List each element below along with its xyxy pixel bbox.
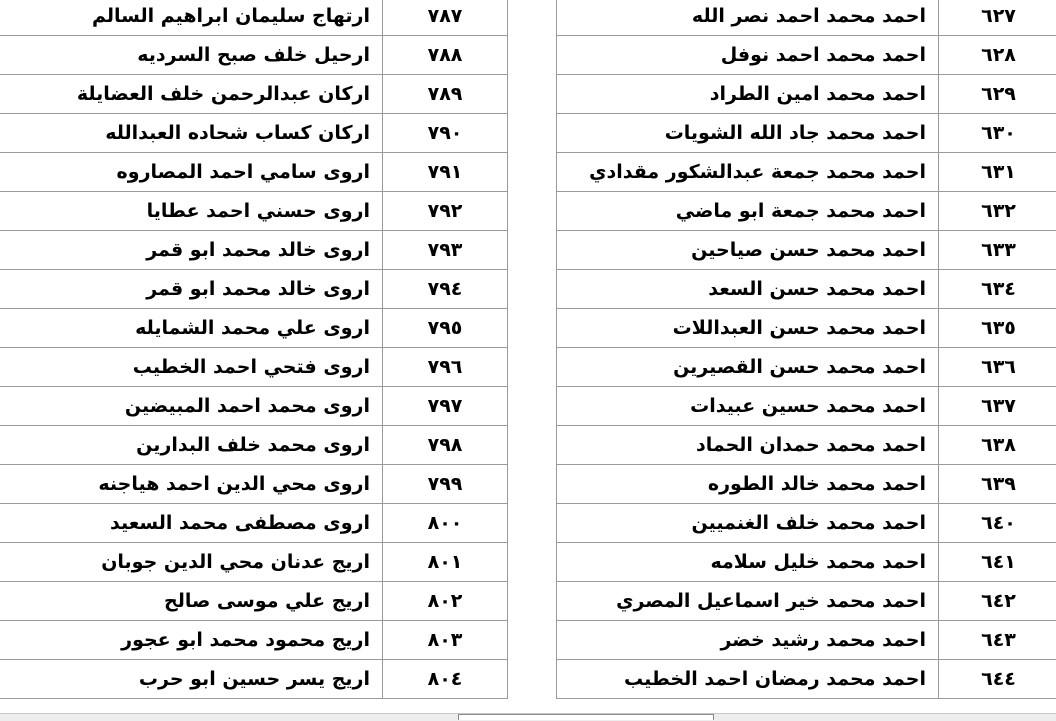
row-number-cell: ٦٤٤	[939, 660, 1056, 699]
table-row	[557, 387, 1056, 426]
row-number-cell: ٨٠٠	[383, 504, 508, 543]
student-name-cell: اروى خالد محمد ابو قمر	[0, 270, 383, 309]
row-number-cell: ٦٣٥	[939, 309, 1056, 348]
row-number-cell: ٦٤١	[939, 543, 1056, 582]
row-number-cell: ٧٨٧	[383, 0, 508, 36]
names-table-right	[556, 0, 1056, 699]
table-row	[0, 114, 508, 153]
student-name-cell: احمد محمد احمد نوفل	[557, 36, 939, 75]
table-row	[557, 504, 1056, 543]
row-number-cell: ٧٩٧	[383, 387, 508, 426]
table-row	[557, 660, 1056, 699]
table-row	[557, 75, 1056, 114]
row-number-cell: ٦٣٣	[939, 231, 1056, 270]
table-row	[557, 543, 1056, 582]
table-row	[0, 660, 508, 699]
row-number-cell: ٦٤٣	[939, 621, 1056, 660]
student-name-cell: احمد محمد حسن السعد	[557, 270, 939, 309]
row-number-cell: ٧٩٨	[383, 426, 508, 465]
row-number-cell: ٦٢٧	[939, 0, 1056, 36]
row-number-cell: ٨٠١	[383, 543, 508, 582]
table-row	[0, 0, 508, 36]
row-number-cell: ٦٢٨	[939, 36, 1056, 75]
student-name-cell: احمد محمد جمعة ابو ماضي	[557, 192, 939, 231]
student-name-cell: اروى مصطفى محمد السعيد	[0, 504, 383, 543]
table-row	[557, 465, 1056, 504]
student-name-cell: اروى محمد خلف البدارين	[0, 426, 383, 465]
student-name-cell: اروى فتحي احمد الخطيب	[0, 348, 383, 387]
row-number-cell: ٧٩٢	[383, 192, 508, 231]
student-name-cell: اركان كساب شحاده العبدالله	[0, 114, 383, 153]
row-number-cell: ٦٣٨	[939, 426, 1056, 465]
table-row	[557, 621, 1056, 660]
table-row	[557, 426, 1056, 465]
student-name-cell: ارتهاج سليمان ابراهيم السالم	[0, 0, 383, 36]
row-number-cell: ٧٩٣	[383, 231, 508, 270]
table-row	[0, 36, 508, 75]
row-number-cell: ٨٠٣	[383, 621, 508, 660]
table-row	[557, 309, 1056, 348]
row-number-cell: ٧٨٨	[383, 36, 508, 75]
student-name-cell: اروى سامي احمد المصاروه	[0, 153, 383, 192]
table-row	[0, 309, 508, 348]
row-number-cell: ٦٢٩	[939, 75, 1056, 114]
table-row	[557, 36, 1056, 75]
row-number-cell: ٦٣١	[939, 153, 1056, 192]
row-number-cell: ٨٠٤	[383, 660, 508, 699]
table-row	[557, 192, 1056, 231]
student-name-cell: اريج محمود محمد ابو عجور	[0, 621, 383, 660]
row-number-cell: ٦٣٦	[939, 348, 1056, 387]
table-row	[0, 75, 508, 114]
student-name-cell: احمد محمد امين الطراد	[557, 75, 939, 114]
row-number-cell: ٦٣٧	[939, 387, 1056, 426]
student-name-cell: احمد محمد جمعة عبدالشكور مقدادي	[557, 153, 939, 192]
student-name-cell: احمد محمد حسن العبداللات	[557, 309, 939, 348]
row-number-cell: ٦٤٢	[939, 582, 1056, 621]
student-name-cell: احمد محمد حسن صياحين	[557, 231, 939, 270]
names-table-left-body	[0, 0, 508, 699]
student-name-cell: احمد محمد خليل سلامه	[557, 543, 939, 582]
row-number-cell: ٧٩٦	[383, 348, 508, 387]
student-name-cell: اريج علي موسى صالح	[0, 582, 383, 621]
table-row	[557, 348, 1056, 387]
table-row	[0, 192, 508, 231]
table-row	[0, 621, 508, 660]
table-row	[0, 543, 508, 582]
student-name-cell: اروى محمد احمد المبيضين	[0, 387, 383, 426]
table-row	[0, 504, 508, 543]
table-row	[557, 114, 1056, 153]
student-name-cell: احمد محمد رمضان احمد الخطيب	[557, 660, 939, 699]
student-name-cell: اروى حسني احمد عطايا	[0, 192, 383, 231]
table-row	[557, 270, 1056, 309]
row-number-cell: ٧٩٥	[383, 309, 508, 348]
row-number-cell: ٨٠٢	[383, 582, 508, 621]
names-table-right-body	[557, 0, 1056, 699]
student-name-cell: اريج يسر حسين ابو حرب	[0, 660, 383, 699]
student-name-cell: احمد محمد حمدان الحماد	[557, 426, 939, 465]
table-row	[557, 231, 1056, 270]
row-number-cell: ٦٣٤	[939, 270, 1056, 309]
student-name-cell: اروى علي محمد الشمايله	[0, 309, 383, 348]
student-name-cell: ارحيل خلف صبح السرديه	[0, 36, 383, 75]
student-name-cell: اريج عدنان محي الدين جوبان	[0, 543, 383, 582]
names-table-left	[0, 0, 508, 699]
row-number-cell: ٦٣٢	[939, 192, 1056, 231]
student-name-cell: احمد محمد خلف الغنميين	[557, 504, 939, 543]
row-number-cell: ٦٤٠	[939, 504, 1056, 543]
student-name-cell: احمد محمد جاد الله الشويات	[557, 114, 939, 153]
row-number-cell: ٦٣٠	[939, 114, 1056, 153]
student-name-cell: اركان عبدالرحمن خلف العضايلة	[0, 75, 383, 114]
table-row	[0, 426, 508, 465]
student-name-cell: اروى محي الدين احمد هياجنه	[0, 465, 383, 504]
table-row	[557, 582, 1056, 621]
table-row	[0, 270, 508, 309]
table-row	[0, 348, 508, 387]
table-row	[557, 153, 1056, 192]
student-name-cell: احمد محمد حسين عبيدات	[557, 387, 939, 426]
student-name-cell: احمد محمد خير اسماعيل المصري	[557, 582, 939, 621]
student-name-cell: احمد محمد حسن القصيرين	[557, 348, 939, 387]
table-row	[0, 582, 508, 621]
student-name-cell: احمد محمد خالد الطوره	[557, 465, 939, 504]
student-name-cell: احمد محمد احمد نصر الله	[557, 0, 939, 36]
row-number-cell: ٧٩٠	[383, 114, 508, 153]
table-row	[0, 387, 508, 426]
table-row	[557, 0, 1056, 36]
table-row	[0, 465, 508, 504]
row-number-cell: ٧٨٩	[383, 75, 508, 114]
table-row	[0, 153, 508, 192]
table-row	[0, 231, 508, 270]
row-number-cell: ٧٩٩	[383, 465, 508, 504]
row-number-cell: ٧٩٤	[383, 270, 508, 309]
student-name-cell: اروى خالد محمد ابو قمر	[0, 231, 383, 270]
scrollbar-thumb[interactable]	[458, 714, 714, 720]
row-number-cell: ٧٩١	[383, 153, 508, 192]
student-name-cell: احمد محمد رشيد خضر	[557, 621, 939, 660]
row-number-cell: ٦٣٩	[939, 465, 1056, 504]
